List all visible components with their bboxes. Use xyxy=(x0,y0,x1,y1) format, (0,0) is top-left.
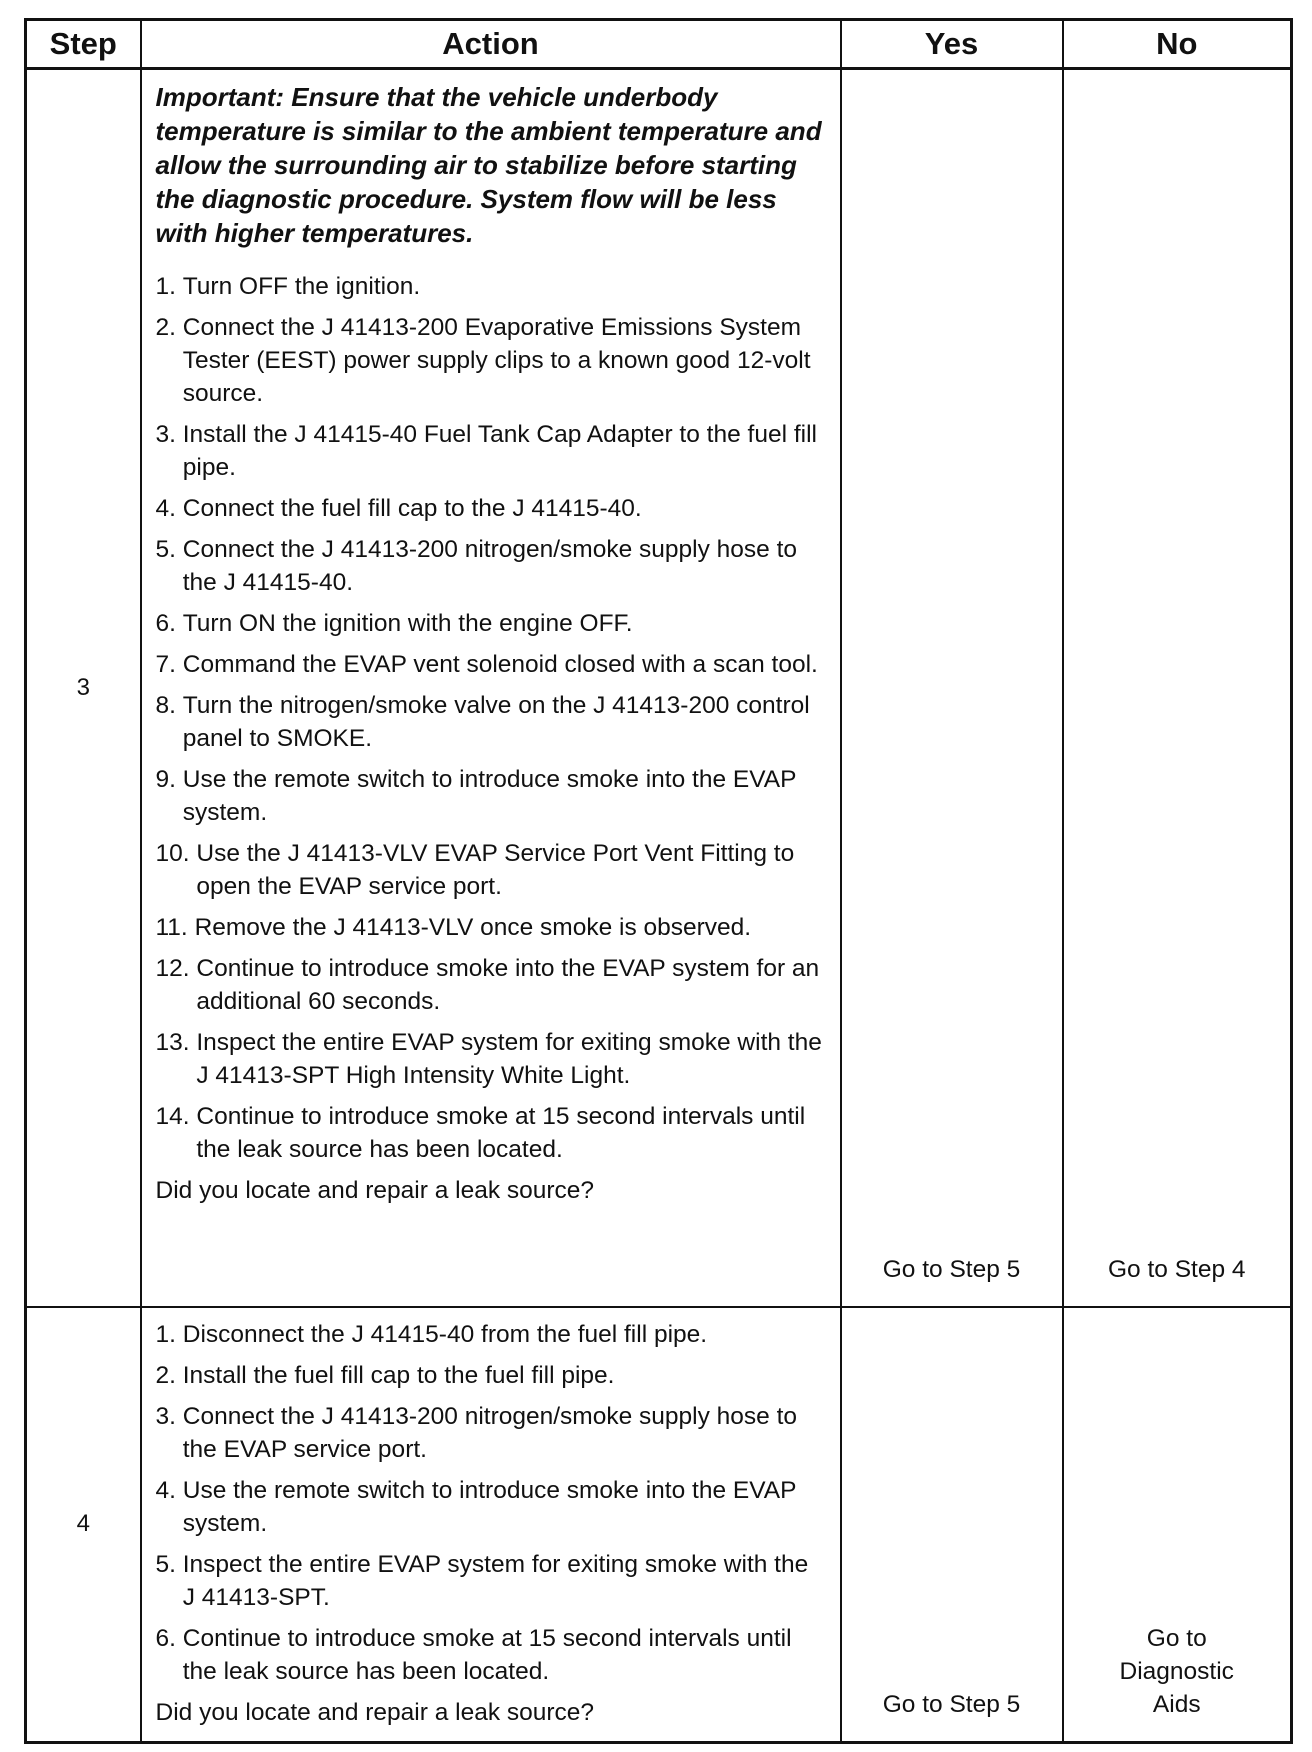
item-text: Turn ON the ignition with the engine OFF. xyxy=(182,610,633,637)
item-text: Install the J 41415-40 Fuel Tank Cap Adapter to the fuel fill pipe. xyxy=(182,421,817,481)
item-number: 5. xyxy=(155,1550,176,1578)
header-no: No xyxy=(1063,20,1292,69)
item-text: Use the remote switch to introduce smoke into the EVAP system. xyxy=(182,766,797,826)
no-result-line: Diagnostic xyxy=(1119,1657,1234,1685)
yes-result: Go to Step 5 xyxy=(841,1307,1063,1743)
item-text: Continue to introduce smoke into the EVAP system for an additional 60 seconds. xyxy=(196,955,820,1015)
no-result xyxy=(1063,1307,1292,1743)
list-item xyxy=(156,1474,826,1540)
list-item xyxy=(156,763,826,829)
list-item xyxy=(156,492,826,525)
list-item xyxy=(156,1622,826,1688)
item-number: 4. xyxy=(155,1476,176,1504)
item-number: 2. xyxy=(155,1361,176,1389)
list-item xyxy=(156,689,826,755)
list-item xyxy=(156,952,826,1018)
item-number: 6. xyxy=(155,610,176,637)
action-cell xyxy=(141,1307,841,1743)
item-number: 14. xyxy=(155,1103,190,1130)
item-number: 9. xyxy=(155,766,176,793)
important-note: Important: Ensure that the vehicle underbody temperature is similar to the ambient temperature and allow the surrounding air to stabilize before starting the diagnostic procedure. System flow will be less with higher temperatures. xyxy=(155,82,822,248)
table-row-step-4 xyxy=(26,1307,1292,1743)
item-text: Connect the fuel fill cap to the J 41415-40. xyxy=(182,495,642,522)
question-text: Did you locate and repair a leak source? xyxy=(155,1177,595,1204)
list-item xyxy=(156,418,826,484)
item-text: Connect the J 41413-200 nitrogen/smoke supply hose to the EVAP service port. xyxy=(182,1402,798,1463)
header-step: Step xyxy=(26,20,141,69)
list-item xyxy=(156,270,826,303)
no-result: Go to Step 4 xyxy=(1063,69,1292,1307)
step-number: 3 xyxy=(26,69,141,1307)
item-number: 1. xyxy=(155,273,176,300)
table-row-step-3 xyxy=(26,69,1292,1307)
procedure-list xyxy=(156,270,826,1166)
procedure-list xyxy=(156,1318,826,1688)
header-row xyxy=(26,20,1292,69)
question-text: Did you locate and repair a leak source? xyxy=(155,1698,595,1726)
item-number: 5. xyxy=(155,536,176,563)
header-action: Action xyxy=(141,20,841,69)
list-item xyxy=(156,911,826,944)
item-text: Use the remote switch to introduce smoke into the EVAP system. xyxy=(182,1476,797,1537)
action-cell xyxy=(141,69,841,1307)
item-text: Install the fuel fill cap to the fuel fill pipe. xyxy=(182,1361,615,1389)
no-result-line: Go to xyxy=(1146,1624,1207,1652)
item-number: 3. xyxy=(155,1402,176,1430)
item-text: Turn the nitrogen/smoke valve on the J 41413-200 control panel to SMOKE. xyxy=(182,692,810,752)
item-text: Command the EVAP vent solenoid closed with a scan tool. xyxy=(182,651,818,678)
list-item xyxy=(156,1359,826,1392)
list-item xyxy=(156,1318,826,1351)
list-item xyxy=(156,1400,826,1466)
header-yes: Yes xyxy=(841,20,1063,69)
item-number: 13. xyxy=(155,1029,190,1056)
item-text: Use the J 41413-VLV EVAP Service Port Vent Fitting to open the EVAP service port. xyxy=(196,840,795,900)
item-text: Connect the J 41413-200 Evaporative Emissions System Tester (EEST) power supply clips to a known good 12-volt source. xyxy=(182,314,811,407)
item-text: Continue to introduce smoke at 15 second intervals until the leak source has been located. xyxy=(196,1103,806,1163)
list-item xyxy=(156,837,826,903)
item-text: Inspect the entire EVAP system for exiting smoke with the J 41413-SPT. xyxy=(182,1550,809,1611)
item-number: 7. xyxy=(155,651,176,678)
item-text: Continue to introduce smoke at 15 second intervals until the leak source has been located. xyxy=(182,1624,792,1685)
item-text: Disconnect the J 41415-40 from the fuel fill pipe. xyxy=(182,1320,708,1348)
item-number: 10. xyxy=(155,840,190,867)
yes-result: Go to Step 5 xyxy=(841,69,1063,1307)
list-item xyxy=(156,533,826,599)
item-number: 2. xyxy=(155,314,176,341)
item-text: Remove the J 41413-VLV once smoke is observed. xyxy=(194,914,752,941)
item-number: 3. xyxy=(155,421,176,448)
list-item xyxy=(156,648,826,681)
step-number: 4 xyxy=(26,1307,141,1743)
item-text: Inspect the entire EVAP system for exiting smoke with the J 41413-SPT High Intensity White Light. xyxy=(196,1029,822,1089)
item-number: 6. xyxy=(155,1624,176,1652)
item-number: 1. xyxy=(155,1320,176,1348)
item-number: 12. xyxy=(155,955,190,982)
list-item xyxy=(156,1026,826,1092)
list-item xyxy=(156,607,826,640)
no-result-line: Aids xyxy=(1152,1690,1201,1718)
item-number: 4. xyxy=(155,495,176,522)
list-item xyxy=(156,311,826,410)
item-number: 8. xyxy=(155,692,176,719)
item-number: 11. xyxy=(155,914,188,941)
diagnostic-table xyxy=(24,18,1293,1744)
list-item xyxy=(156,1548,826,1614)
item-text: Connect the J 41413-200 nitrogen/smoke supply hose to the J 41415-40. xyxy=(182,536,798,596)
list-item xyxy=(156,1100,826,1166)
item-text: Turn OFF the ignition. xyxy=(182,273,421,300)
